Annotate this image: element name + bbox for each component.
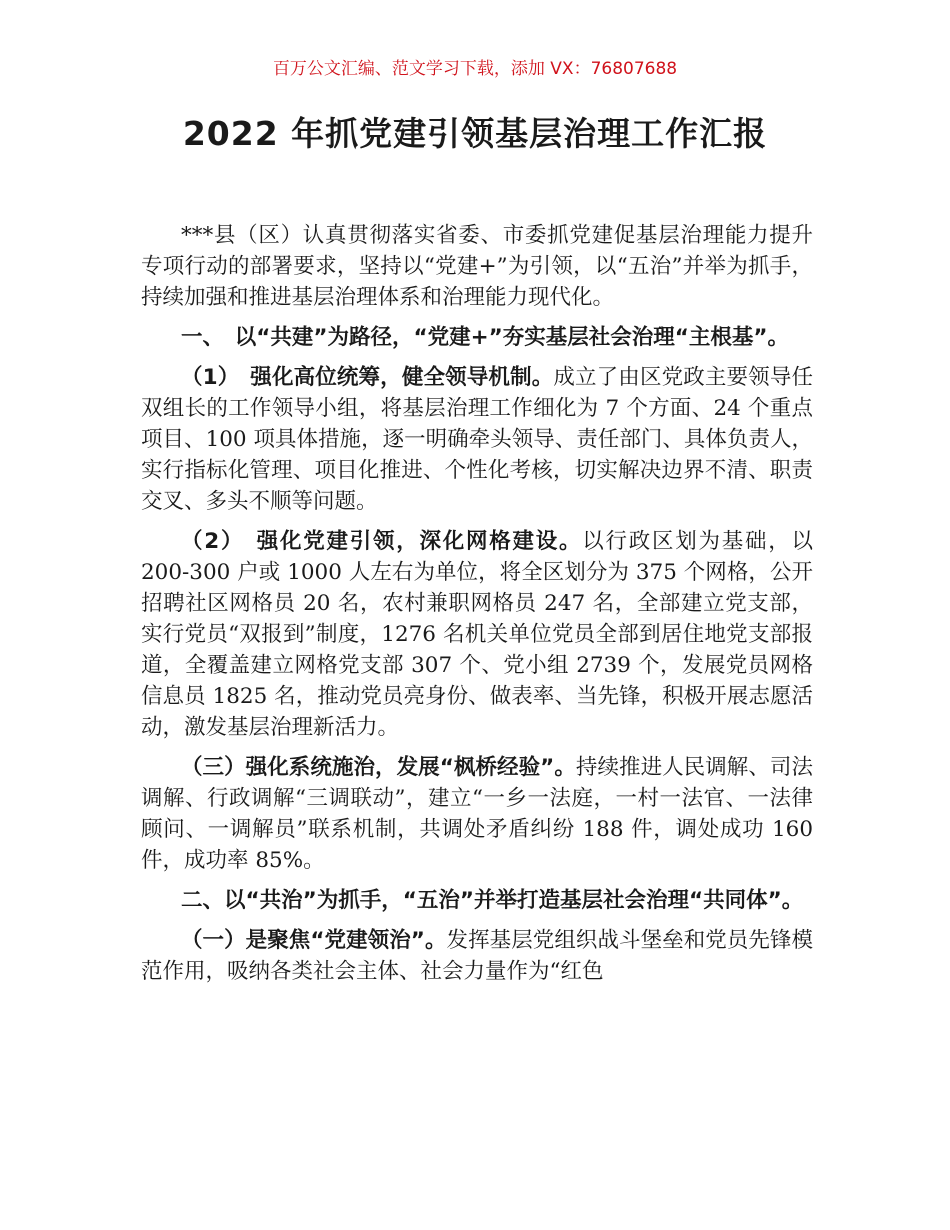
section-1-item-2 (141, 526, 813, 743)
item-lead: （1） 强化高位统筹，健全领导机制。 (181, 365, 554, 390)
item-text: 以行政区划为基础，以 200-300 户或 1000 人左右为单位，将全区划分为 375 个网格，公开招聘社区网格员 20 名，农村兼职网格员 247 名，全部建立党支部，实行党员“双报到”制度，1276 名机关单位党员全部到居住地党支部报道，全覆盖建立网格党支部 307 个、党小组 2739 个，发展党员网格信息员 1825 名，推动党员亮身份、做表率、当先锋，积极开展志愿活动，激发基层治理新活力。 (141, 529, 813, 740)
document-title: 2022 年抓党建引领基层治理工作汇报 (182, 114, 768, 153)
item-text: 持续推进人民调解、司法调解、行政调解“三调联动”，建立“一乡一法庭，一村一法官、一法律顾问、一调解员”联系机制，共调处矛盾纠纷 188 件，调处成功 160 件，成功率 85%。 (141, 755, 813, 873)
section-2-heading: 二、以“共治”为抓手，“五治”并举打造基层社会治理“共同体”。 (181, 888, 804, 913)
section-1-heading: 一、 以“共建”为路径，“党建+”夯实基层社会治理“主根基”。 (181, 325, 790, 350)
item-lead: （一）是聚焦“党建领治”。 (181, 928, 447, 953)
section-1-item-3 (141, 752, 813, 876)
intro-paragraph: ***县（区）认真贯彻落实省委、市委抓党建促基层治理能力提升专项行动的部署要求，坚持以“党建+”为引领，以“五治”并举为抓手，持续加强和推进基层治理体系和治理能力现代化。 (141, 223, 813, 310)
item-text: 发挥基层党组织战斗堡垒和党员先锋模范作用，吸纳各类社会主体、社会力量作为“红色 (141, 928, 813, 984)
section-2-item-1 (141, 925, 813, 987)
header-note: 百万公文汇编、范文学习下载，添加 VX：76807688 (272, 59, 678, 79)
section-1-item-1 (141, 362, 813, 517)
item-lead: （三）强化系统施治，发展“枫桥经验”。 (181, 755, 576, 780)
item-lead: （2） 强化党建引领，深化网格建设。 (181, 529, 583, 554)
document-body (141, 220, 813, 996)
item-text: 成立了由区党政主要领导任双组长的工作领导小组，将基层治理工作细化为 7 个方面、24 个重点项目、100 项具体措施，逐一明确牵头领导、责任部门、具体负责人，实行指标化管理、项目化推进、个性化考核，切实解决边界不清、职责交叉、多头不顺等问题。 (141, 365, 813, 514)
